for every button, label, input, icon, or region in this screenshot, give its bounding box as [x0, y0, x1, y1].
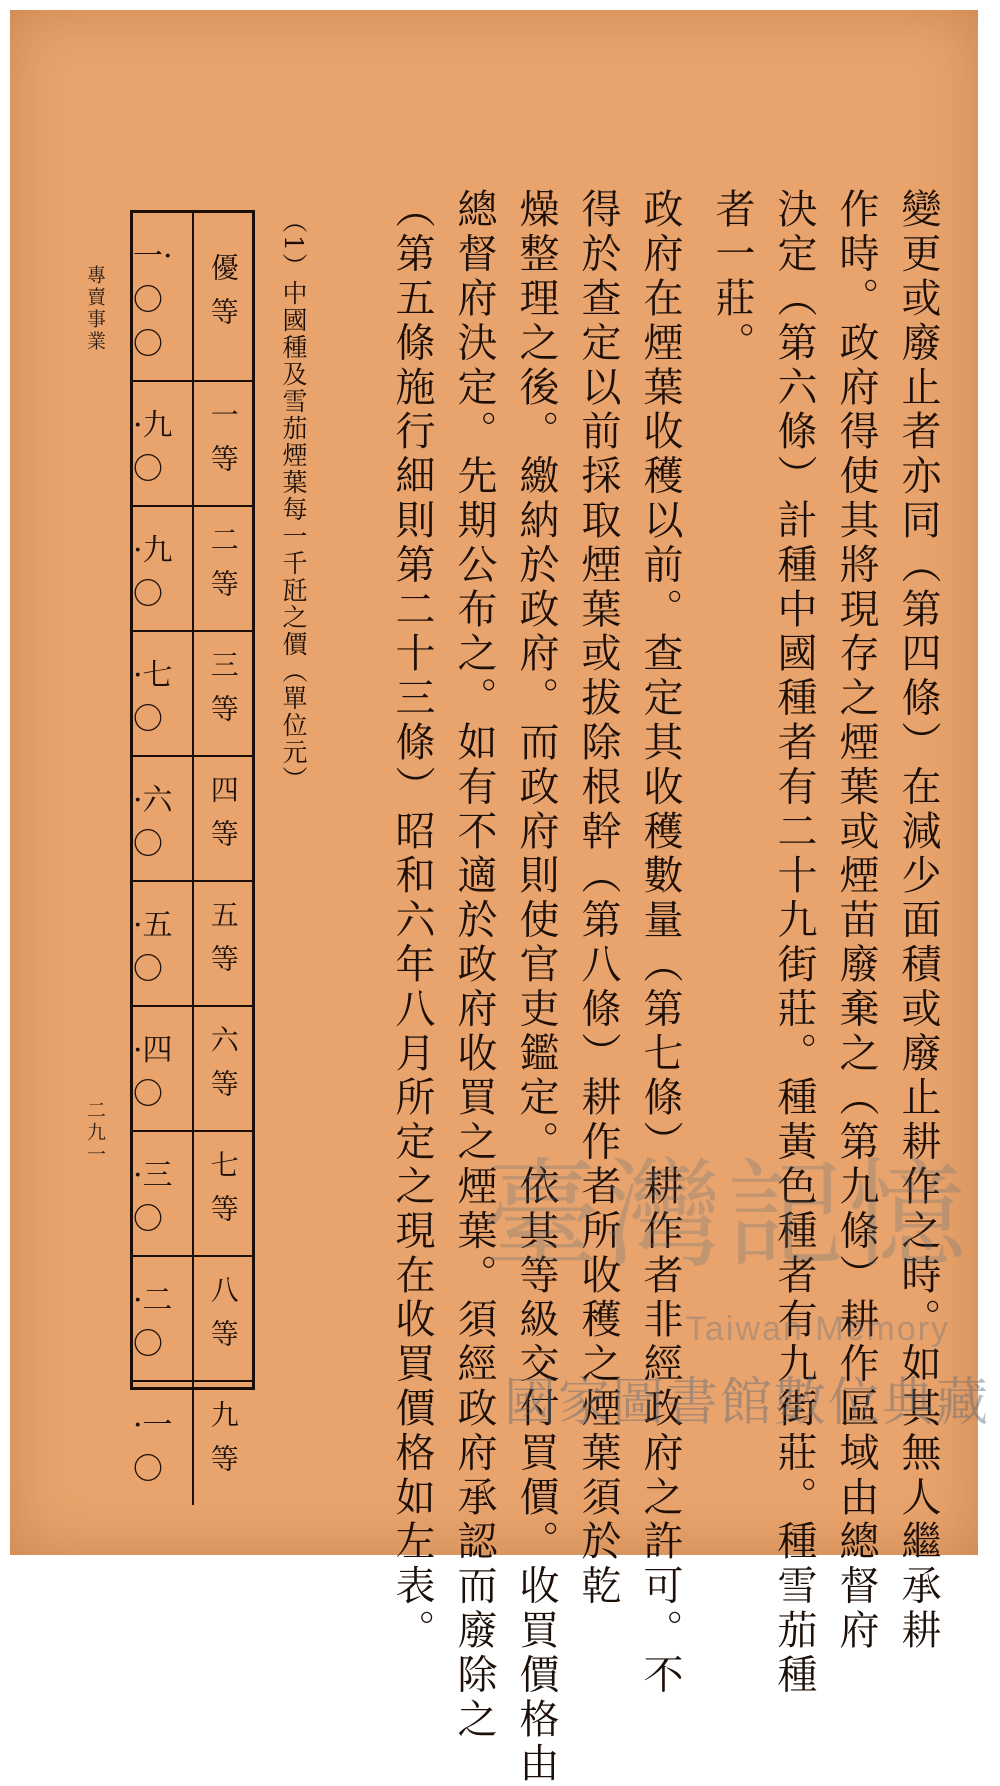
table-row	[133, 1130, 252, 1255]
grade-cell: 七等	[206, 1149, 240, 1238]
table-row	[133, 505, 252, 630]
price-cell: ·五〇	[133, 882, 194, 1005]
grade-cell: 三等	[206, 649, 240, 738]
price-cell: ·九〇	[133, 507, 194, 630]
price-cell: ·六〇	[133, 757, 194, 880]
grade-cell: 四等	[206, 774, 240, 863]
table-row	[133, 755, 252, 880]
table-row	[133, 630, 252, 755]
table-row	[133, 880, 252, 1005]
body-column: 政府在煙葉收穫以前。查定其收穫數量（第七條）耕作者非經政府之許可。不	[637, 188, 683, 1698]
grade-cell: 九等	[206, 1399, 240, 1488]
body-column: 得於查定以前採取煙葉或拔除根幹（第八條）耕作者所收穫之煙葉須於乾	[575, 188, 621, 1609]
grade-cell: 優等	[206, 252, 240, 341]
price-cell: ·一〇	[133, 1382, 194, 1505]
body-column: （第五條施行細則第二十三條）昭和六年八月所定之現在收買價格如左表。	[389, 188, 435, 1654]
page-number: 二九一	[84, 1100, 106, 1166]
body-column: 者一莊。	[709, 188, 755, 366]
body-column: 作時。政府得使其將現存之煙葉或煙苗廢棄之（第九條）耕作區域由總督府	[833, 188, 879, 1654]
grade-cell: 一等	[206, 399, 240, 488]
price-cell: ·二〇	[133, 1257, 194, 1380]
body-column: 燥整理之後。繳納於政府。而政府則使官吏鑑定。依其等級交付買價。收買價格由	[513, 188, 559, 1786]
grade-cell: 二等	[206, 524, 240, 613]
price-cell: 一·〇〇	[133, 213, 194, 380]
grade-cell: 八等	[206, 1274, 240, 1363]
price-cell: ·七〇	[133, 632, 194, 755]
table-row	[133, 380, 252, 505]
grade-cell: 五等	[206, 899, 240, 988]
table-row	[133, 213, 252, 380]
table-note: （1）中國種及雪茄煙葉每一千瓩之價（單位元）	[279, 208, 308, 793]
scanned-page	[10, 10, 990, 1786]
grade-cell: 六等	[206, 1024, 240, 1113]
table-row	[133, 1005, 252, 1130]
watermark-subtitle: Taiwan Memory	[685, 1310, 950, 1348]
body-column: 變更或廢止者亦同（第四條）在減少面積或廢止耕作之時。如其無人繼承耕	[895, 188, 941, 1654]
watermark-title: 臺灣記憶	[481, 1146, 970, 1284]
price-table	[130, 210, 255, 1488]
price-cell: ·九〇	[133, 382, 194, 505]
price-cell: ·三〇	[133, 1132, 194, 1255]
price-cell: ·四〇	[133, 1007, 194, 1130]
running-header: 專賣事業	[84, 265, 106, 353]
watermark-institution: 國家圖書館數位典藏	[503, 1373, 990, 1433]
body-column: 決定（第六條）計種中國種者有二十九街莊。種黃色種者有九街莊。種雪茄種	[771, 188, 817, 1698]
table-row	[133, 1255, 252, 1380]
table-row	[133, 1380, 252, 1505]
body-column: 總督府決定。先期公布之。如有不適於政府收買之煙葉。須經政府承認而廢除之	[451, 188, 497, 1742]
